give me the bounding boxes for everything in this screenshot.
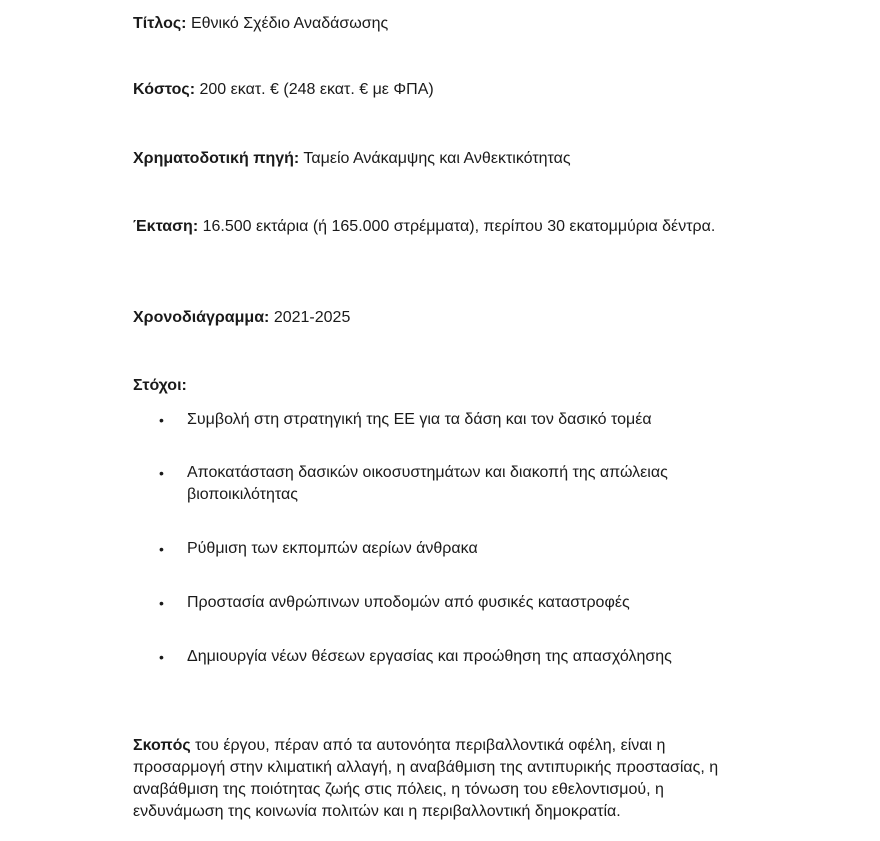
title-value: Εθνικό Σχέδιο Αναδάσωσης — [190, 15, 389, 32]
purpose-paragraph — [133, 735, 733, 823]
bullet-icon: • — [159, 649, 164, 665]
timeline-value: 2021-2025 — [273, 309, 351, 326]
funding-label: Χρηματοδοτική πηγή: — [133, 150, 300, 167]
cost-value: 200 εκατ. € (248 εκατ. € με ΦΠΑ) — [199, 81, 434, 98]
goal-text: Ρύθμιση των εκπομπών αερίων άνθρακα — [187, 540, 478, 557]
goal-text: Δημιουργία νέων θέσεων εργασίας και προώθηση της απασχόλησης — [187, 648, 672, 665]
bullet-icon: • — [159, 465, 164, 481]
funding-value: Ταμείο Ανάκαμψης και Ανθεκτικότητας — [303, 150, 571, 167]
timeline-label: Χρονοδιάγραμμα: — [133, 309, 270, 326]
bullet-icon: • — [159, 412, 164, 428]
title-label: Τίτλος: — [133, 15, 187, 32]
goals-heading — [133, 375, 733, 397]
area-value: 16.500 εκτάρια (ή 165.000 στρέμματα), περίπου 30 εκατομμύρια δέντρα. — [202, 218, 716, 235]
bullet-icon: • — [159, 541, 164, 557]
goal-text: Προστασία ανθρώπινων υποδομών από φυσικές καταστροφές — [187, 594, 630, 611]
area-field — [133, 216, 728, 238]
cost-label: Κόστος: — [133, 81, 196, 98]
funding-field — [133, 148, 733, 170]
goal-text: Συμβολή στη στρατηγική της ΕΕ για τα δάση και τον δασικό τομέα — [187, 411, 652, 428]
purpose-text: του έργου, πέραν από τα αυτονόητα περιβαλλοντικά οφέλη, είναι η προσαρμογή στην κλιματική αλλαγή, η αναβάθμιση της αντιπυρικής προστασίας, η αναβάθμιση της ποιότητας ζωής στις πόλεις, η τόνωση του εθελοντισμού, η ενδυνάμωση της κοινωνία πολιτών και η περιβαλλοντική δημοκρατία. — [133, 737, 719, 820]
title-field — [133, 13, 733, 35]
cost-field — [133, 79, 733, 101]
purpose-label: Σκοπός — [133, 737, 191, 754]
area-label: Έκταση: — [133, 218, 199, 235]
bullet-icon: • — [159, 595, 164, 611]
timeline-field — [133, 307, 733, 329]
goal-text: Αποκατάσταση δασικών οικοσυστημάτων και διακοπή της απώλειας βιοποικιλότητας — [187, 464, 668, 503]
goals-label: Στόχοι: — [133, 377, 187, 394]
